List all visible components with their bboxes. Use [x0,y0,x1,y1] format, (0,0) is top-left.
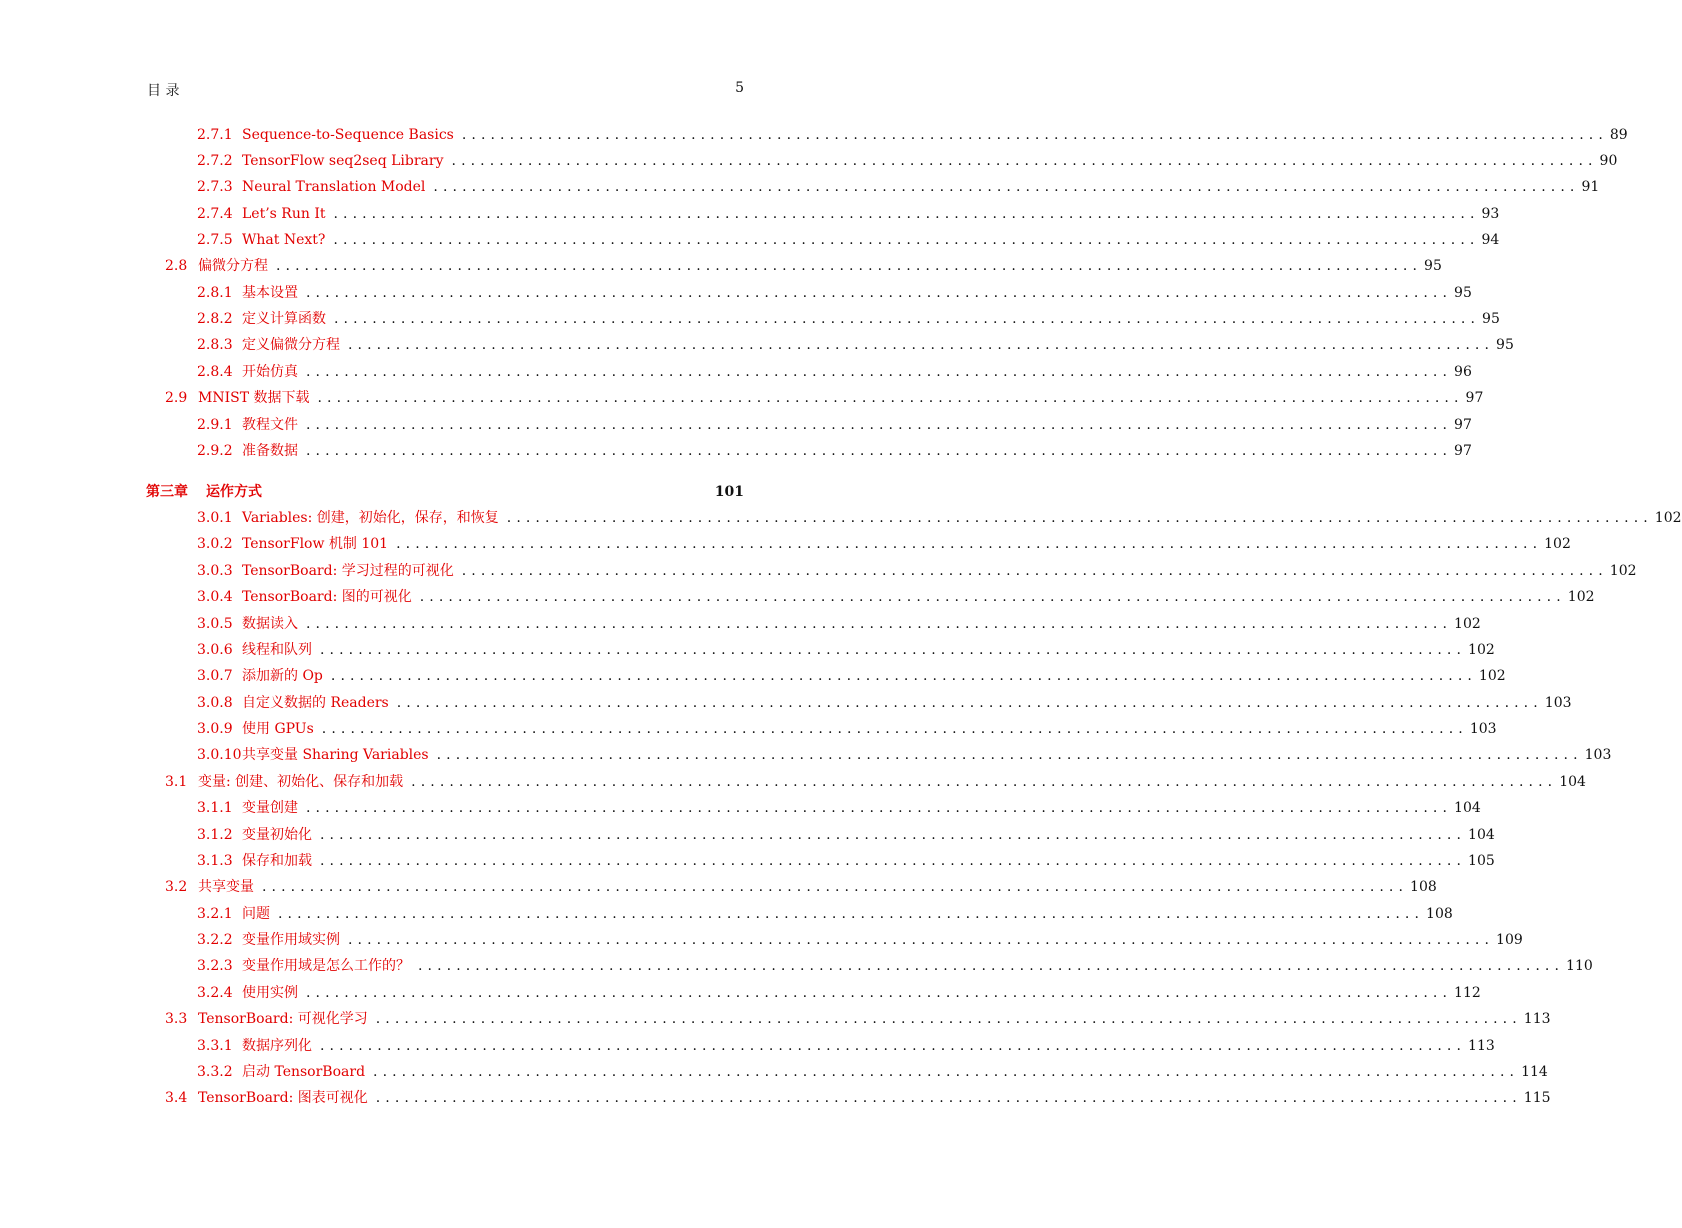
toc-entry-title[interactable]: 定义偏微分方程 [242,337,340,353]
toc-entry-title[interactable]: TensorBoard: 可视化学习 [198,1011,368,1027]
toc-entry-page: 104 [1468,827,1495,843]
toc-entry-number: 3.2.1 [197,906,233,922]
header-title: 目 录 [147,83,180,99]
toc-entry[interactable] [197,283,1472,303]
toc-leader-dots: ........................................................................................................................ [375,1090,1522,1106]
toc-entry-title[interactable]: Sequence-to-Sequence Basics [242,127,454,143]
toc-entry-number: 第三章 [146,484,188,500]
toc-entry[interactable] [197,666,1506,686]
toc-entry-page: 102 [1654,510,1682,526]
toc-entry-title[interactable]: 线程和队列 [242,642,312,658]
toc-entry-number: 2.8 [165,258,188,274]
toc-leader-dots: ........................................................................................................................ [306,364,1453,380]
toc-entry-title[interactable]: 偏微分方程 [198,258,268,274]
toc-entry-number: 3.3.2 [197,1064,233,1080]
toc-leader-dots: ........................................................................................................................ [306,985,1453,1001]
toc-entry[interactable] [197,640,1495,660]
toc-entry[interactable] [197,798,1481,818]
toc-leader-dots: ........................................................................................................................ [306,285,1453,301]
toc-entry-page: 102 [1478,668,1506,684]
toc-entry-page: 91 [1581,179,1600,195]
toc-entry-number: 3.2.4 [197,985,233,1001]
toc-leader-dots: ........................................................................................................................ [375,1011,1522,1027]
toc-entry-page: 97 [1465,390,1484,406]
toc-leader-dots: ........................................................................................................................ [320,642,1467,658]
toc-entry-page: 90 [1599,153,1618,169]
toc-entry[interactable] [197,983,1481,1003]
toc-entry-title[interactable]: 开始仿真 [242,364,298,380]
toc-leader-dots: ........................................................................................................................ [320,1038,1467,1054]
toc-entry-page: 115 [1523,1090,1551,1106]
toc-entry-page: 94 [1481,232,1500,248]
toc-leader-dots: ........................................................................................................................ [333,206,1480,222]
toc-leader-dots: ........................................................................................................................ [306,443,1453,459]
toc-entry[interactable] [197,335,1514,355]
toc-entry-title[interactable]: 添加新的 Op [242,668,323,684]
toc-entry-title[interactable]: 变量创建 [242,800,298,816]
toc-leader-dots: ........................................................................................................................ [278,906,1425,922]
toc-leader-dots: ........................................................................................................................ [373,1064,1520,1080]
toc-leader-dots: ........................................................................................................................ [317,390,1464,406]
toc-entry-number: 2.7.4 [197,206,233,222]
toc-leader-dots: ........................................................................................................................ [262,879,1409,895]
toc-entry-number: 3.1.2 [197,827,233,843]
toc-entry-number: 3.4 [165,1090,188,1106]
toc-entry-number: 3.0.9 [197,721,233,737]
toc-entry[interactable] [197,719,1497,739]
toc-entry-number: 2.8.3 [197,337,233,353]
toc-entry-number: 2.9 [165,390,188,406]
toc-entry[interactable] [197,851,1495,871]
toc-entry-number: 3.0.1 [197,510,233,526]
toc-entry-title[interactable]: TensorBoard: 图表可视化 [198,1090,368,1106]
toc-entry-page: 96 [1454,364,1472,380]
toc-entry-number: 2.9.1 [197,417,233,433]
toc-entry-title[interactable]: 运作方式 [206,484,262,500]
toc-entry[interactable] [197,125,1628,145]
toc-entry-title[interactable]: 使用实例 [242,985,298,1001]
toc-leader-dots: ........................................................................................................................ [333,232,1480,248]
toc-entry-title[interactable]: 共享变量 [198,879,254,895]
toc-leader-dots: ........................................................................................................................ [334,311,1481,327]
toc-entry-page: 102 [1567,589,1595,605]
toc-entry-page: 113 [1468,1038,1495,1054]
toc-entry-title[interactable]: 保存和加载 [242,853,312,869]
toc-leader-dots: ........................................................................................................................ [306,616,1453,632]
toc-entry-title[interactable]: 使用 GPUs [242,721,314,737]
toc-entry-number: 3.2.3 [197,958,233,974]
toc-entry[interactable] [197,1036,1495,1056]
toc-entry-page: 108 [1426,906,1453,922]
toc-entry-number: 3.0.4 [197,589,233,605]
toc-entry[interactable] [197,534,1571,554]
toc-entry[interactable] [197,561,1637,581]
toc-leader-dots: ........................................................................................................................ [306,800,1453,816]
toc-entry[interactable] [197,177,1600,197]
toc-leader-dots: ........................................................................................................................ [461,563,1608,579]
toc-entry[interactable] [197,745,1612,765]
toc-entry-page: 97 [1454,443,1472,459]
toc-leader-dots: ........................................................................................................................ [506,510,1653,526]
toc-entry-page: 103 [1544,695,1572,711]
toc-entry[interactable] [197,956,1593,976]
toc-entry-page: 109 [1496,932,1523,948]
toc-entry[interactable] [197,151,1618,171]
toc-entry[interactable] [197,441,1472,461]
toc-entry-page: 103 [1584,747,1612,763]
toc-entry-page: 104 [1559,774,1586,790]
toc-entry-page: 93 [1481,206,1500,222]
toc-entry-title[interactable]: 数据读入 [242,616,298,632]
toc-entry-number: 2.7.1 [197,127,233,143]
toc-entry-number: 3.2 [165,879,188,895]
toc-entry-number: 3.3.1 [197,1038,233,1054]
toc-entry-page: 113 [1523,1011,1551,1027]
toc-entry-number: 3.1 [165,774,188,790]
page-header [147,80,744,100]
toc-entry[interactable] [197,904,1453,924]
toc-entry-page: 110 [1566,958,1593,974]
toc-entry[interactable] [197,204,1500,224]
toc-entry-number: 3.0.8 [197,695,233,711]
toc-entry-page: 97 [1454,417,1472,433]
toc-entry-number: 3.0.3 [197,563,233,579]
toc-entry-title[interactable]: 准备数据 [242,443,298,459]
toc-entry[interactable] [197,693,1572,713]
toc-entry[interactable] [165,256,1442,276]
toc-entry-number: 3.0.2 [197,536,233,552]
toc-entry-title[interactable]: 自定义数据的 Readers [242,695,389,711]
toc-leader-dots: ........................................................................................................................ [419,589,1566,605]
toc-entry-number: 3.3 [165,1011,188,1027]
toc-entry-title[interactable]: 数据序列化 [242,1038,312,1054]
toc-entry[interactable] [165,1009,1551,1029]
toc-entry-title[interactable]: TensorBoard: 学习过程的可视化 [242,563,454,579]
toc-entry[interactable] [165,877,1437,897]
toc-leader-dots: ........................................................................................................................ [320,827,1467,843]
toc-leader-dots: ........................................................................................................................ [320,853,1467,869]
toc-entry[interactable] [197,230,1500,250]
toc-entry-number: 3.1.3 [197,853,233,869]
toc-entry-title[interactable]: Neural Translation Model [242,179,426,195]
toc-leader-dots: ........................................................................................................................ [330,668,1477,684]
toc-entry-number: 2.9.2 [197,443,233,459]
toc-entry-title[interactable]: 变量作用域是怎么工作的？ [242,958,410,974]
toc-entry-page: 103 [1469,721,1497,737]
toc-leader-dots: ........................................................................................................................ [418,958,1565,974]
toc-entry-page: 95 [1424,258,1442,274]
toc-leader-dots: ........................................................................................................................ [411,774,1558,790]
toc-entry-title[interactable]: 共享变量 Sharing Variables [242,747,429,763]
toc-entry-page: 101 [714,484,744,500]
toc-entry-number: 3.0.7 [197,668,233,684]
toc-entry[interactable] [197,587,1595,607]
toc-entry[interactable] [165,772,1586,792]
toc-leader-dots: ........................................................................................................................ [276,258,1423,274]
toc-entry-number: 2.8.2 [197,311,233,327]
toc-entry-title[interactable]: MNIST 数据下载 [198,390,310,406]
toc-entry-title[interactable]: TensorFlow seq2seq Library [242,153,444,169]
toc-leader-dots: ........................................................................................................................ [348,337,1495,353]
toc-entry-page: 114 [1521,1064,1548,1080]
toc-entry[interactable] [197,362,1472,382]
toc-entry[interactable] [197,930,1523,950]
toc-entry-number: 2.8.1 [197,285,233,301]
toc-entry-number: 3.0.10 [197,747,242,763]
toc-entry-number: 2.8.4 [197,364,233,380]
toc-entry-page: 104 [1454,800,1481,816]
toc-entry[interactable] [165,1088,1551,1108]
toc-entry-title[interactable]: Let’s Run It [242,206,326,222]
toc-entry-page: 89 [1609,127,1628,143]
toc-chapter[interactable] [146,482,744,502]
toc-entry-title[interactable]: 变量初始化 [242,827,312,843]
toc-leader-dots: ........................................................................................................................ [396,536,1543,552]
toc-entry-number: 3.1.1 [197,800,233,816]
toc-entry-page: 102 [1468,642,1495,658]
toc-entry-page: 102 [1609,563,1637,579]
toc-entry-number: 2.7.3 [197,179,233,195]
toc-leader-dots: ........................................................................................................................ [461,127,1608,143]
toc-entry[interactable] [165,388,1484,408]
toc-entry-number: 3.2.2 [197,932,233,948]
toc-entry-page: 112 [1454,985,1481,1001]
toc-entry-title[interactable]: 问题 [242,906,270,922]
toc-entry-number: 3.0.6 [197,642,233,658]
toc-entry[interactable] [197,1062,1548,1082]
toc-entry-page: 95 [1482,311,1500,327]
toc-entry-title[interactable]: 变量作用域实例 [242,932,340,948]
toc-entry-page: 95 [1454,285,1472,301]
toc-entry-page: 102 [1544,536,1571,552]
toc-leader-dots: ........................................................................................................................ [433,179,1580,195]
toc-leader-dots: ........................................................................................................................ [396,695,1543,711]
toc-entry[interactable] [197,309,1500,329]
toc-leader-dots: ........................................................................................................................ [348,932,1495,948]
toc-entry-title[interactable]: Variables: 创建，初始化，保存，和恢复 [242,510,499,526]
toc-entry-title[interactable]: TensorBoard: 图的可视化 [242,589,412,605]
toc-entry-title[interactable]: 启动 TensorBoard [242,1064,366,1080]
header-page-number: 5 [735,80,744,96]
toc-leader-dots: ........................................................................................................................ [321,721,1468,737]
toc-leader-dots: ........................................................................................................................ [451,153,1598,169]
toc-leader-dots: ........................................................................................................................ [436,747,1583,763]
toc-entry-title[interactable]: 定义计算函数 [242,311,326,327]
toc-entry[interactable] [197,825,1495,845]
toc-entry-number: 3.0.5 [197,616,233,632]
toc-entry-title[interactable]: 基本设置 [242,285,298,301]
toc-entry-title[interactable]: TensorFlow 机制 101 [242,536,389,552]
toc-entry-title[interactable]: 教程文件 [242,417,298,433]
toc-entry-title[interactable]: What Next? [242,232,326,248]
toc-entry[interactable] [197,614,1481,634]
toc-leader-dots: ........................................................................................................................ [306,417,1453,433]
toc-entry-page: 105 [1468,853,1495,869]
toc-entry-page: 108 [1410,879,1437,895]
toc-entry-title[interactable]: 变量: 创建、初始化、保存和加载 [198,774,404,790]
toc-entry-page: 95 [1496,337,1514,353]
toc-entry[interactable] [197,508,1682,528]
toc-entry-page: 102 [1454,616,1481,632]
toc-entry[interactable] [197,415,1472,435]
toc-entry-number: 2.7.2 [197,153,233,169]
toc-entry-number: 2.7.5 [197,232,233,248]
